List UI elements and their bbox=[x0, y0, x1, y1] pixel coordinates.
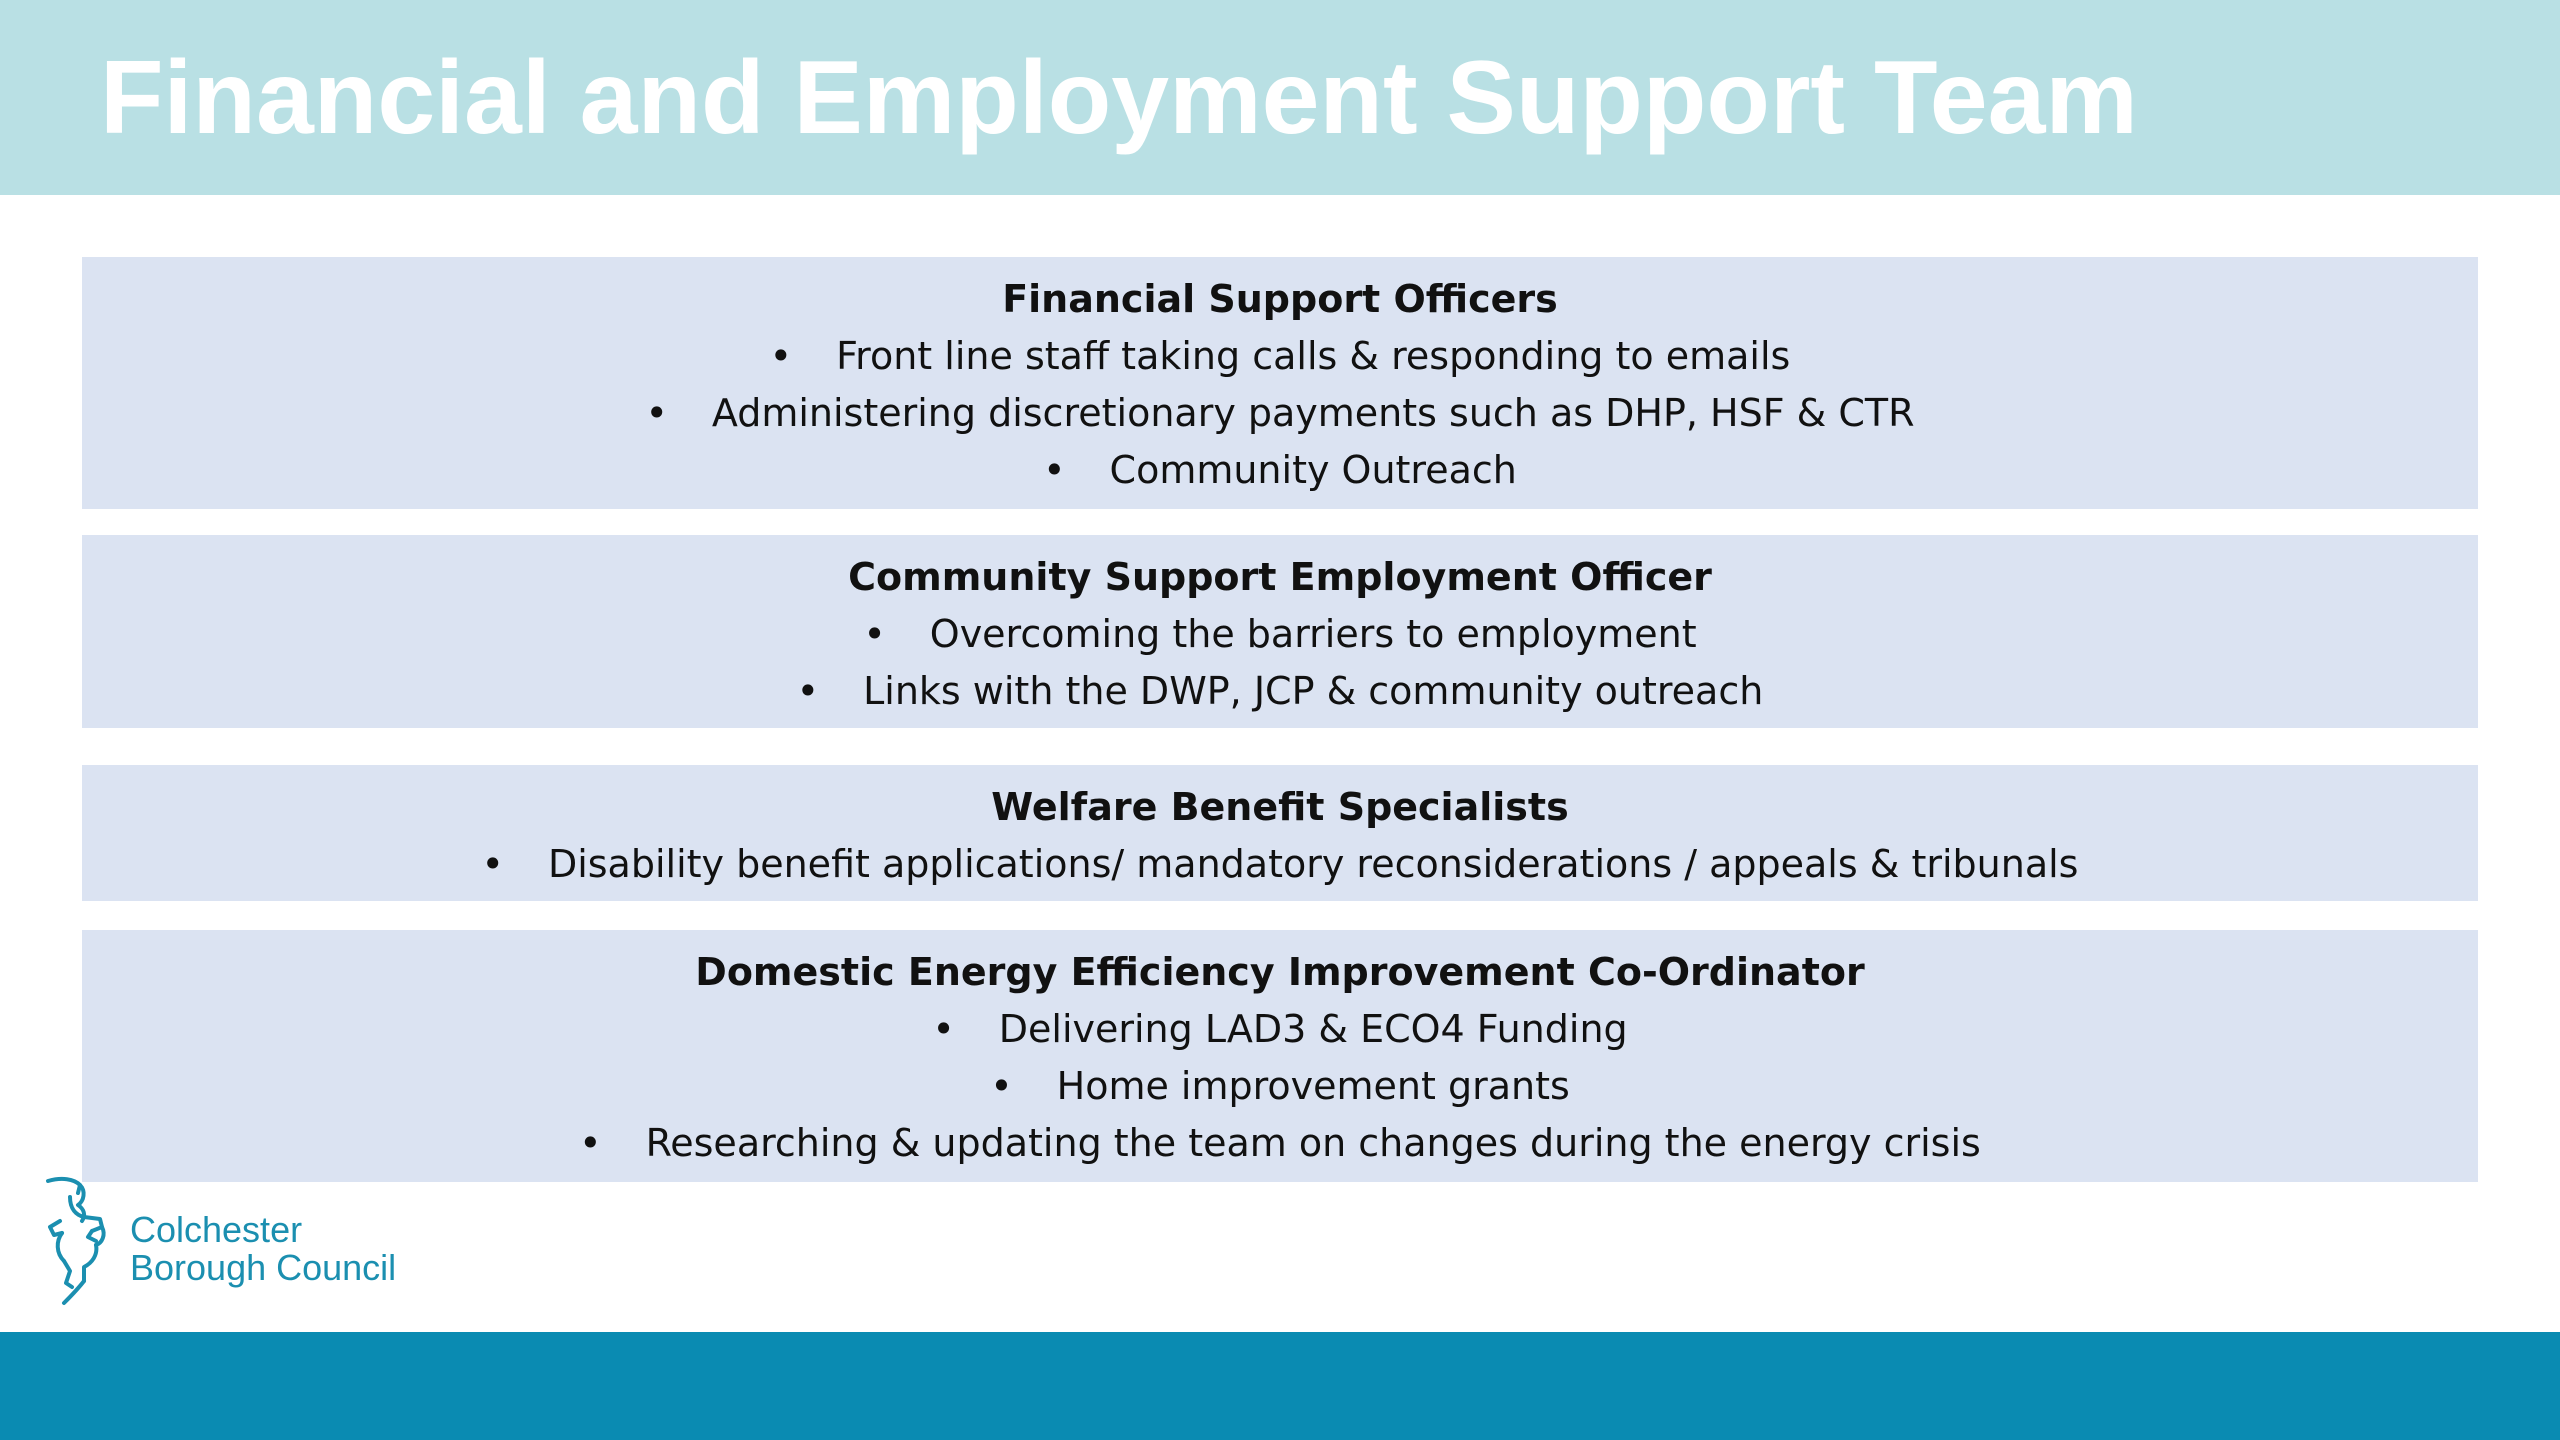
bullet-icon: • bbox=[481, 842, 504, 886]
list-item bbox=[82, 663, 2478, 720]
bullet-icon: • bbox=[990, 1064, 1013, 1108]
list-item bbox=[82, 442, 2478, 499]
bullet-icon: • bbox=[932, 1007, 955, 1051]
list-item bbox=[82, 1001, 2478, 1058]
logo-text bbox=[130, 1211, 396, 1287]
bullet-list bbox=[82, 836, 2478, 893]
logo-line-2: Borough Council bbox=[130, 1247, 397, 1288]
bullet-icon: • bbox=[863, 612, 886, 656]
colchester-crest-icon bbox=[40, 1175, 118, 1310]
bullet-icon: • bbox=[1043, 448, 1066, 492]
section-heading: Welfare Benefit Specialists bbox=[991, 785, 1569, 829]
list-item-text: Administering discretionary payments such as DHP, HSF & CTR bbox=[711, 391, 1915, 435]
bullet-list bbox=[82, 328, 2478, 499]
list-item-text: Home improvement grants bbox=[1056, 1064, 1570, 1108]
bullet-icon: • bbox=[796, 669, 820, 713]
list-item-text: Delivering LAD3 & ECO4 Funding bbox=[998, 1007, 1628, 1051]
section-heading: Domestic Energy Efficiency Improvement Co-Ordinator bbox=[695, 950, 1865, 994]
bullet-list bbox=[82, 606, 2478, 720]
footer-bar bbox=[0, 1332, 2560, 1440]
list-item-text: Disability benefit applications/ mandatory reconsiderations / appeals & tribunals bbox=[547, 842, 2079, 886]
list-item bbox=[82, 836, 2478, 893]
slide-title: Financial and Employment Support Team bbox=[100, 40, 2138, 156]
section-financial-support-officers bbox=[82, 257, 2478, 509]
list-item bbox=[82, 606, 2478, 663]
logo-line-1: Colchester bbox=[130, 1209, 303, 1250]
section-community-support-employment-officer bbox=[82, 535, 2478, 728]
section-heading: Financial Support Officers bbox=[1002, 277, 1558, 321]
list-item-text: Community Outreach bbox=[1109, 448, 1517, 492]
bullet-icon: • bbox=[769, 334, 793, 378]
list-item-text: Researching & updating the team on changes during the energy crisis bbox=[645, 1121, 1981, 1165]
bullet-icon: • bbox=[579, 1121, 602, 1165]
section-heading: Community Support Employment Officer bbox=[848, 555, 1712, 599]
list-item-text: Overcoming the barriers to employment bbox=[929, 612, 1697, 656]
list-item-text: Front line staff taking calls & responding to emails bbox=[836, 334, 1791, 378]
council-logo bbox=[40, 1175, 420, 1310]
section-welfare-benefit-specialists bbox=[82, 765, 2478, 901]
bullet-icon: • bbox=[645, 391, 668, 435]
title-bar bbox=[0, 0, 2560, 195]
list-item bbox=[82, 328, 2478, 385]
list-item bbox=[82, 1115, 2478, 1172]
bullet-list bbox=[82, 1001, 2478, 1172]
list-item-text: Links with the DWP, JCP & community outreach bbox=[863, 669, 1764, 713]
list-item bbox=[82, 385, 2478, 442]
list-item bbox=[82, 1058, 2478, 1115]
section-domestic-energy-efficiency-coordinator bbox=[82, 930, 2478, 1182]
